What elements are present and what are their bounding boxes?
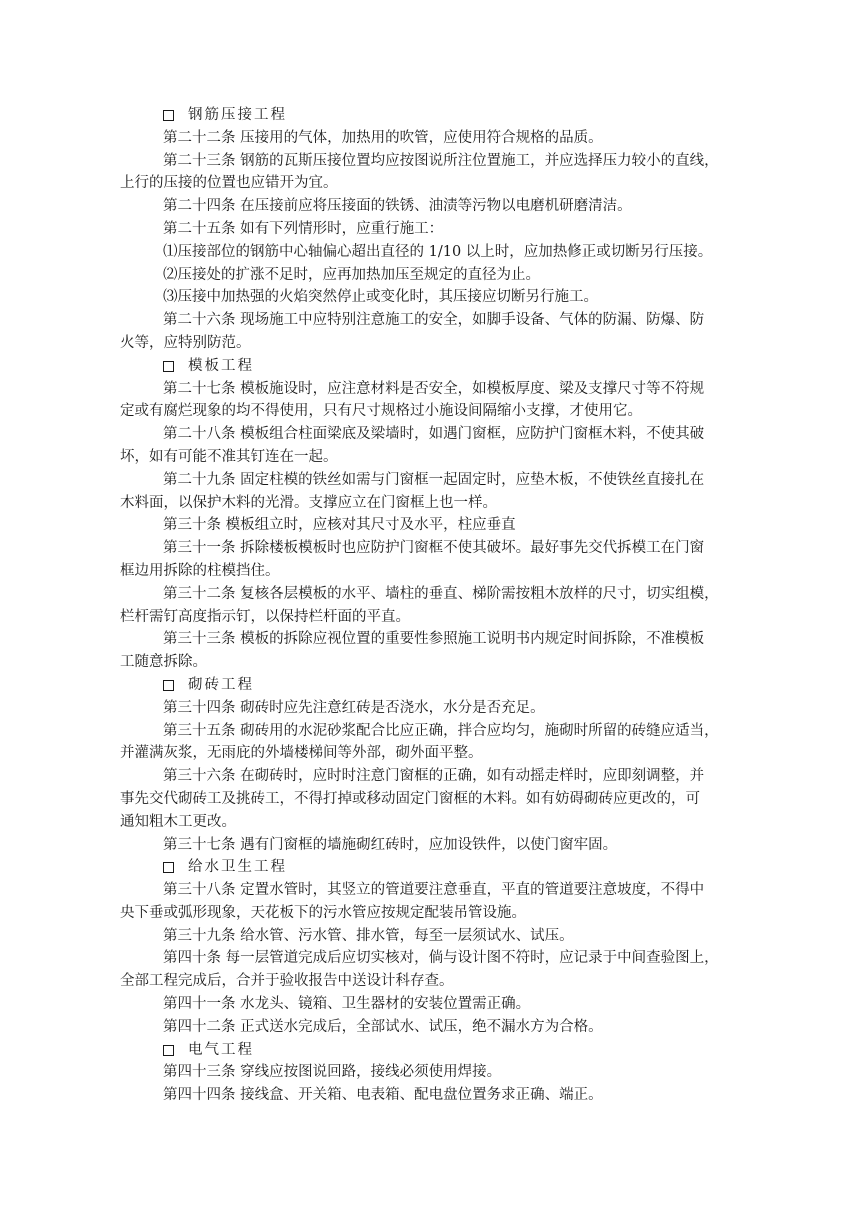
checkbox-icon [163, 361, 174, 372]
section-heading: 钢筋压接工程 [163, 104, 741, 127]
paragraph-line: 第三十九条 给水管、污水管、排水管，每至一层须试水、试压。 [163, 927, 574, 944]
paragraph-line: 第二十九条 固定柱模的铁丝如需与门窗框一起固定时，应垫木板，不使铁丝直接扎在 [163, 471, 705, 488]
paragraph-line: 火等，应特别防范。 [120, 334, 251, 351]
paragraph-line: 第二十四条 在压接前应将压接面的铁锈、油渍等污物以电磨机研磨清洁。 [163, 198, 632, 215]
paragraph-line: 工随意拆除。 [120, 654, 207, 671]
paragraph-line: 框边用拆除的柱模挡住。 [120, 562, 280, 579]
paragraph-line: 第二十三条 钢筋的瓦斯压接位置均应按图说所注位置施工，并应选择压力较小的直线， [163, 152, 719, 169]
paragraph-line: 全部工程完成后，合并于验收报告中送设计科存查。 [120, 973, 454, 990]
paragraph-line: 第四十四条 接线盒、开关箱、电表箱、配电盘位置务求正确、端正。 [163, 1087, 603, 1104]
paragraph-line: 栏杆需钉高度指示钉，以保持栏杆面的平直。 [120, 608, 410, 625]
section-heading: 砌砖工程 [163, 674, 741, 697]
checkbox-icon [163, 110, 174, 121]
paragraph-line: 第三十三条 模板的拆除应视位置的重要性参照施工说明书内规定时间拆除，不准模板 [163, 631, 705, 648]
paragraph-line: 第二十二条 压接用的气体，加热用的吹管，应使用符合规格的品质。 [163, 129, 603, 146]
paragraph-line: 第二十六条 现场施工中应特别注意施工的安全，如脚手设备、气体的防漏、防爆、防 [163, 312, 705, 329]
paragraph-line: 第三十八条 定置水管时，其竖立的管道要注意垂直，平直的管道要注意坡度，不得中 [163, 882, 705, 899]
paragraph-line: 第三十四条 砌砖时应先注意红砖是否浇水，水分是否充足。 [163, 699, 545, 716]
paragraph-line: ⑵压接处的扩涨不足时，应再加热加压至规定的直径为止。 [163, 266, 540, 283]
paragraph-line: 第三十二条 复核各层模板的水平、墙柱的垂直、梯阶需按粗木放样的尺寸，切实组模， [163, 585, 719, 602]
paragraph-line: 第四十三条 穿线应按图说回路，接线必须使用焊接。 [163, 1064, 502, 1081]
paragraph-line: 第三十六条 在砌砖时，应时时注意门窗框的正确，如有动摇走样时，应即刻调整，并 [163, 768, 705, 785]
paragraph-line: 并灌满灰浆，无雨庇的外墙楼梯间等外部，砌外面平整。 [120, 745, 483, 762]
paragraph-line: 定或有腐烂现象的均不得使用，只有尺寸规格过小施设间隔缩小支撑，才使用它。 [120, 403, 642, 420]
document-body [120, 104, 741, 1107]
paragraph-line: 第四十条 每一层管道完成后应切实核对，倘与设计图不符时，应记录于中间查验图上， [163, 950, 719, 967]
paragraph-line: 第三十条 模板组立时，应核对其尺寸及水平，柱应垂直 [163, 517, 516, 534]
paragraph-line: 第二十七条 模板施设时，应注意材料是否安全，如模板厚度、梁及支撑尺寸等不符规 [163, 380, 705, 397]
paragraph-line: 第二十五条 如有下列情形时，应重行施工： [163, 220, 444, 237]
checkbox-icon [163, 862, 174, 873]
checkbox-icon [163, 680, 174, 691]
paragraph-line: 坏，如有可能不准其钉连在一起。 [120, 448, 338, 465]
section-heading: 给水卫生工程 [163, 856, 741, 879]
paragraph-line: 央下垂或弧形现象，天花板下的污水管应按规定配装吊管设施。 [120, 904, 526, 921]
paragraph-line: ⑶压接中加热强的火焰突然停止或变化时，其压接应切断另行施工。 [163, 289, 598, 306]
paragraph-line: 第四十一条 水龙头、镜箱、卫生器材的安装位置需正确。 [163, 996, 531, 1013]
paragraph-line: ⑴压接部位的钢筋中心轴偏心超出直径的 1/10 以上时，应加热修正或切断另行压接。 [163, 243, 713, 260]
checkbox-icon [163, 1045, 174, 1056]
paragraph-line: 木料面，以保护木料的光滑。支撑应立在门窗框上也一样。 [120, 494, 497, 511]
paragraph-line: 第三十一条 拆除楼板模板时也应防护门窗框不使其破坏。最好事先交代拆模工在门窗 [163, 540, 705, 557]
paragraph-line: 第四十二条 正式送水完成后，全部试水、试压，绝不漏水方为合格。 [163, 1018, 603, 1035]
paragraph-line: 事先交代砌砖工及挑砖工，不得打掉或移动固定门窗框的木料。如有妨碍砌砖应更改的，可 [120, 790, 700, 807]
section-heading: 模板工程 [163, 355, 741, 378]
paragraph-line: 第三十五条 砌砖用的水泥砂浆配合比应正确，拌合应均匀，施砌时所留的砖缝应适当， [163, 722, 719, 739]
paragraph-line: 上行的压接的位置也应错开为宜。 [120, 175, 338, 192]
section-heading: 电气工程 [163, 1039, 741, 1062]
paragraph-line: 第二十八条 模板组合柱面梁底及梁墙时，如遇门窗框，应防护门窗框木料，不使其破 [163, 426, 705, 443]
paragraph-line: 通知粗木工更改。 [120, 813, 236, 830]
paragraph-line: 第三十七条 遇有门窗框的墙施砌红砖时，应加设铁件，以使门窗牢固。 [163, 836, 618, 853]
